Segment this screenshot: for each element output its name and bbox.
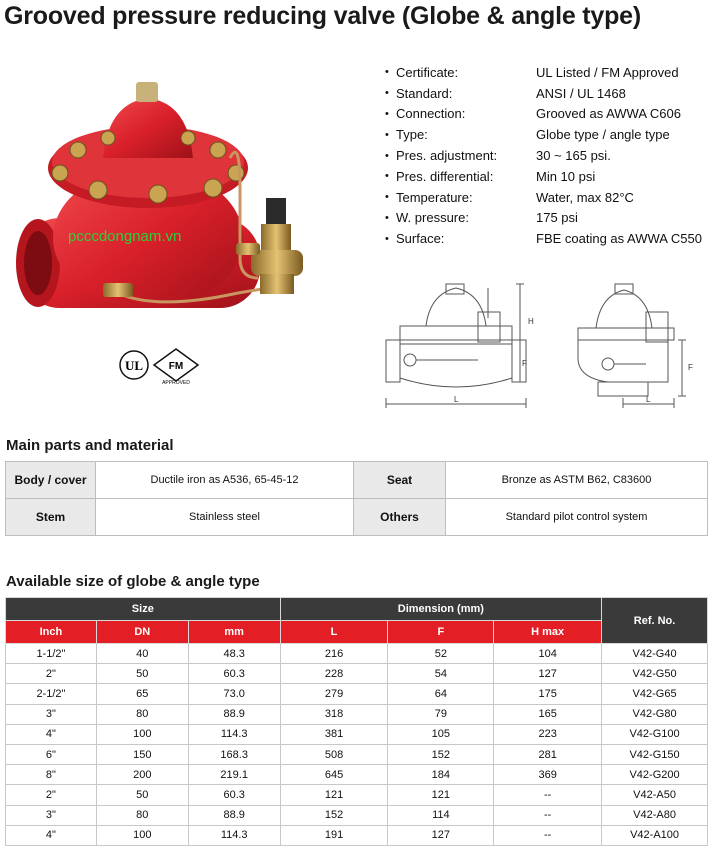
table-cell: 281	[494, 744, 602, 764]
spec-row	[385, 104, 715, 125]
sizes-table	[5, 597, 708, 846]
col-header: F	[388, 621, 494, 644]
globe-type-drawing	[386, 284, 526, 408]
table-cell: V42-G100	[602, 724, 708, 744]
table-cell: V42-G50	[602, 664, 708, 684]
ul-mark: UL	[124, 358, 144, 373]
valve-product-image	[8, 78, 326, 332]
ref-no-header: Ref. No.	[602, 598, 708, 644]
table-cell: 152	[388, 744, 494, 764]
spec-label: W. pressure:	[396, 210, 469, 226]
parts-header: Others	[354, 499, 446, 536]
spec-row	[385, 124, 715, 145]
table-cell: 216	[280, 644, 388, 664]
table-cell: 64	[388, 684, 494, 704]
table-cell: 6"	[6, 744, 97, 764]
spec-value: UL Listed / FM Approved	[536, 64, 679, 80]
table-cell: --	[494, 785, 602, 805]
table-cell: 8"	[6, 765, 97, 785]
spec-label: Type:	[396, 127, 428, 143]
table-row	[6, 805, 708, 825]
group-dimension-header: Dimension (mm)	[280, 598, 601, 621]
table-row	[6, 644, 708, 664]
col-header: L	[280, 621, 388, 644]
spec-row	[385, 145, 715, 166]
table-cell: 80	[96, 704, 188, 724]
angle-type-drawing	[578, 284, 686, 408]
table-cell: 48.3	[188, 644, 280, 664]
parts-header: Body / cover	[6, 462, 96, 499]
table-cell: 3"	[6, 805, 97, 825]
table-cell: 175	[494, 684, 602, 704]
spec-label: Pres. differential:	[396, 168, 494, 184]
spec-value: FBE coating as AWWA C550	[536, 231, 702, 247]
dim-label-l: L	[454, 395, 459, 404]
table-row	[6, 684, 708, 704]
table-cell: 114	[388, 805, 494, 825]
table-cell: 223	[494, 724, 602, 744]
spec-value: ANSI / UL 1468	[536, 85, 626, 101]
spec-value: 30 ~ 165 psi.	[536, 148, 611, 164]
table-cell: 52	[388, 644, 494, 664]
table-cell: V42-G40	[602, 644, 708, 664]
table-cell: 165	[494, 704, 602, 724]
table-cell: 54	[388, 664, 494, 684]
table-cell: 184	[388, 765, 494, 785]
table-row	[6, 825, 708, 845]
table-cell: 127	[494, 664, 602, 684]
parts-table	[5, 461, 708, 536]
table-row	[6, 499, 708, 536]
spec-row	[385, 166, 715, 187]
table-header-row	[6, 598, 708, 621]
table-cell: 121	[280, 785, 388, 805]
table-cell: 105	[388, 724, 494, 744]
group-size-header: Size	[6, 598, 281, 621]
table-cell: 508	[280, 744, 388, 764]
table-cell: 4"	[6, 825, 97, 845]
dim-label-f: F	[522, 359, 527, 368]
table-cell: --	[494, 805, 602, 825]
spec-value: Water, max 82°C	[536, 189, 634, 205]
table-cell: 100	[96, 825, 188, 845]
spec-row	[385, 83, 715, 104]
spec-row	[385, 208, 715, 229]
table-row	[6, 664, 708, 684]
table-cell: 104	[494, 644, 602, 664]
ul-logo-icon	[120, 351, 148, 379]
table-cell: 200	[96, 765, 188, 785]
col-header: DN	[96, 621, 188, 644]
table-row	[6, 785, 708, 805]
table-cell: 50	[96, 785, 188, 805]
parts-value: Stainless steel	[96, 499, 354, 536]
table-cell: V42-A80	[602, 805, 708, 825]
table-cell: 60.3	[188, 664, 280, 684]
certification-marks	[116, 345, 216, 385]
table-cell: 50	[96, 664, 188, 684]
table-cell: 4"	[6, 724, 97, 744]
spec-label: Pres. adjustment:	[396, 148, 498, 164]
spec-value: 175 psi	[536, 210, 578, 226]
parts-header: Stem	[6, 499, 96, 536]
spec-label: Connection:	[396, 106, 466, 122]
watermark: pcccdongnam.vn	[68, 228, 182, 245]
table-cell: 60.3	[188, 785, 280, 805]
table-row	[6, 462, 708, 499]
dim-label-f-angle: F	[688, 363, 693, 372]
fm-approved-text: APPROVED	[162, 380, 190, 385]
table-cell: 127	[388, 825, 494, 845]
table-cell: 219.1	[188, 765, 280, 785]
table-cell: V42-A50	[602, 785, 708, 805]
bullet-icon: •	[385, 232, 389, 245]
spec-label: Standard:	[396, 85, 453, 101]
table-cell: 150	[96, 744, 188, 764]
bullet-icon: •	[385, 211, 389, 224]
table-cell: 114.3	[188, 724, 280, 744]
page-title: Grooved pressure reducing valve (Globe & angle type)	[4, 2, 642, 30]
table-cell: 645	[280, 765, 388, 785]
sizes-heading: Available size of globe & angle type	[6, 573, 260, 590]
spec-list	[385, 62, 715, 249]
dimension-drawing	[378, 278, 708, 418]
bullet-icon: •	[385, 107, 389, 120]
spec-value: Globe type / angle type	[536, 127, 670, 143]
table-cell: 369	[494, 765, 602, 785]
table-cell: 114.3	[188, 825, 280, 845]
table-cell: 191	[280, 825, 388, 845]
table-cell: 1-1/2"	[6, 644, 97, 664]
spec-row	[385, 62, 715, 83]
col-header: H max	[494, 621, 602, 644]
parts-header: Seat	[354, 462, 446, 499]
table-cell: 2-1/2"	[6, 684, 97, 704]
spec-label: Temperature:	[396, 189, 473, 205]
table-cell: 168.3	[188, 744, 280, 764]
spec-label: Surface:	[396, 231, 445, 247]
table-cell: 80	[96, 805, 188, 825]
fm-mark: FM	[168, 361, 184, 372]
table-row	[6, 724, 708, 744]
parts-heading: Main parts and material	[6, 437, 174, 454]
table-cell: 88.9	[188, 805, 280, 825]
table-cell: V42-A100	[602, 825, 708, 845]
parts-value: Ductile iron as A536, 65-45-12	[96, 462, 354, 499]
parts-value: Standard pilot control system	[446, 499, 708, 536]
table-cell: 121	[388, 785, 494, 805]
parts-value: Bronze as ASTM B62, C83600	[446, 462, 708, 499]
spec-row	[385, 187, 715, 208]
bullet-icon: •	[385, 170, 389, 183]
col-header: mm	[188, 621, 280, 644]
sizes-table-body	[6, 644, 708, 846]
table-cell: 228	[280, 664, 388, 684]
bullet-icon: •	[385, 149, 389, 162]
bullet-icon: •	[385, 87, 389, 100]
col-header: Inch	[6, 621, 97, 644]
fm-approved-logo-icon	[154, 349, 198, 385]
table-cell: 79	[388, 704, 494, 724]
table-row	[6, 704, 708, 724]
table-cell: 318	[280, 704, 388, 724]
table-cell: V42-G65	[602, 684, 708, 704]
table-cell: 73.0	[188, 684, 280, 704]
bullet-icon: •	[385, 191, 389, 204]
spec-label: Certificate:	[396, 64, 459, 80]
spec-value: Min 10 psi	[536, 168, 596, 184]
bullet-icon: •	[385, 128, 389, 141]
table-cell: 152	[280, 805, 388, 825]
spec-row	[385, 228, 715, 249]
dim-label-h: H	[528, 317, 534, 326]
table-cell: 40	[96, 644, 188, 664]
table-row	[6, 744, 708, 764]
table-cell: 279	[280, 684, 388, 704]
table-cell: V42-G150	[602, 744, 708, 764]
table-cell: 381	[280, 724, 388, 744]
table-cell: 2"	[6, 664, 97, 684]
table-cell: 100	[96, 724, 188, 744]
table-cell: V42-G80	[602, 704, 708, 724]
table-cell: 88.9	[188, 704, 280, 724]
table-row	[6, 765, 708, 785]
table-cell: 2"	[6, 785, 97, 805]
table-cell: --	[494, 825, 602, 845]
table-cell: V42-G200	[602, 765, 708, 785]
bullet-icon: •	[385, 66, 389, 79]
dim-label-l-angle: L	[646, 395, 651, 404]
spec-value: Grooved as AWWA C606	[536, 106, 681, 122]
table-cell: 65	[96, 684, 188, 704]
table-cell: 3"	[6, 704, 97, 724]
